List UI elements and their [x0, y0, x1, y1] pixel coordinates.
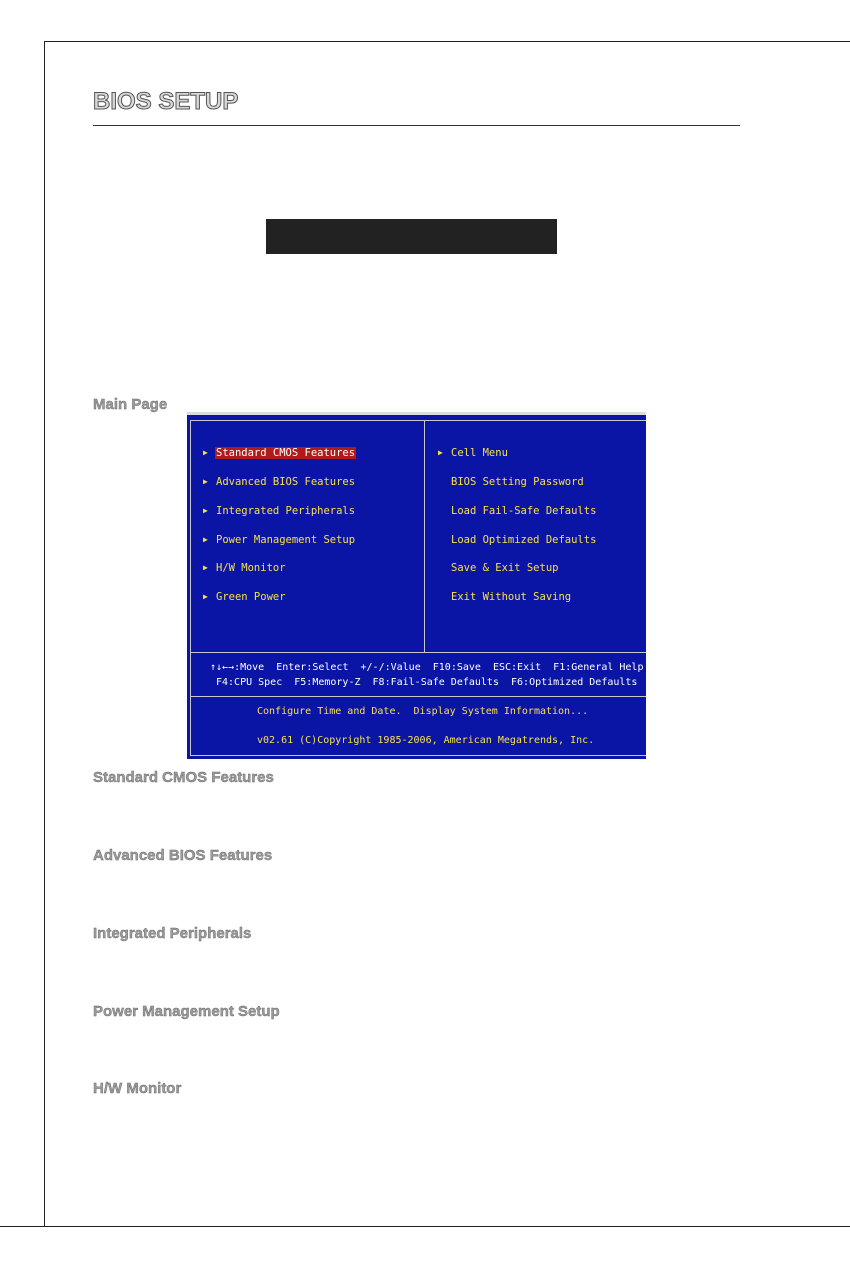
- arrow-right-icon: ▶: [203, 535, 208, 544]
- redacted-bar: [266, 219, 557, 254]
- bios-menu-integrated-peripherals[interactable]: ▶ Integrated Peripherals: [203, 505, 356, 517]
- page-frame-top: [44, 41, 850, 42]
- bios-main-screen: [185, 410, 648, 761]
- title-rule: [93, 125, 740, 126]
- arrow-right-icon: ▶: [203, 506, 208, 515]
- section-label-advanced-bios: Advanced BIOS Features: [93, 847, 273, 864]
- bios-item-description: Configure Time and Date. Display System Information...: [257, 706, 589, 717]
- bios-help-divider: [190, 652, 648, 653]
- arrow-right-icon: ▶: [203, 563, 208, 572]
- bios-menu-power-management[interactable]: ▶ Power Management Setup: [203, 534, 356, 546]
- section-label-power-management: Power Management Setup: [93, 1003, 280, 1020]
- page-frame-left: [44, 41, 45, 1227]
- section-label-main-page: Main Page: [93, 396, 168, 413]
- bios-help-line-1: ↑↓←→:Move Enter:Select +/-/:Value F10:Save ESC:Exit F1:General Help: [210, 662, 644, 673]
- page-title: BIOS SETUP: [93, 88, 239, 115]
- bios-column-divider: [424, 420, 425, 652]
- bios-copyright: v02.61 (C)Copyright 1985-2006, American Megatrends, Inc.: [257, 735, 595, 746]
- bios-menu-cell-menu[interactable]: ▶ Cell Menu: [438, 447, 508, 459]
- section-label-standard-cmos: Standard CMOS Features: [93, 769, 274, 786]
- bios-menu-load-failsafe[interactable]: Load Fail-Safe Defaults: [451, 505, 597, 517]
- arrow-right-icon: ▶: [438, 448, 443, 457]
- bios-menu-load-optimized[interactable]: Load Optimized Defaults: [451, 534, 597, 546]
- bios-menu-exit-without-saving[interactable]: Exit Without Saving: [451, 591, 572, 603]
- section-label-hw-monitor: H/W Monitor: [93, 1080, 182, 1097]
- arrow-right-icon: ▶: [203, 592, 208, 601]
- bios-info-divider: [190, 696, 648, 697]
- arrow-right-icon: ▶: [203, 448, 208, 457]
- bios-menu-hw-monitor[interactable]: ▶ H/W Monitor: [203, 562, 286, 574]
- bios-title-bar: [187, 412, 646, 415]
- section-label-integrated-peripherals: Integrated Peripherals: [93, 925, 252, 942]
- arrow-right-icon: ▶: [203, 477, 208, 486]
- bios-menu-advanced-bios[interactable]: ▶ Advanced BIOS Features: [203, 476, 356, 488]
- page-frame-bottom: [0, 1226, 850, 1227]
- bios-menu-standard-cmos[interactable]: ▶ Standard CMOS Features: [203, 447, 356, 459]
- bios-menu-bios-password[interactable]: BIOS Setting Password: [451, 476, 584, 488]
- bios-menu-save-exit[interactable]: Save & Exit Setup: [451, 562, 559, 574]
- bios-help-line-2: F4:CPU Spec F5:Memory-Z F8:Fail-Safe Defaults F6:Optimized Defaults: [216, 677, 638, 688]
- bios-menu-green-power[interactable]: ▶ Green Power: [203, 591, 286, 603]
